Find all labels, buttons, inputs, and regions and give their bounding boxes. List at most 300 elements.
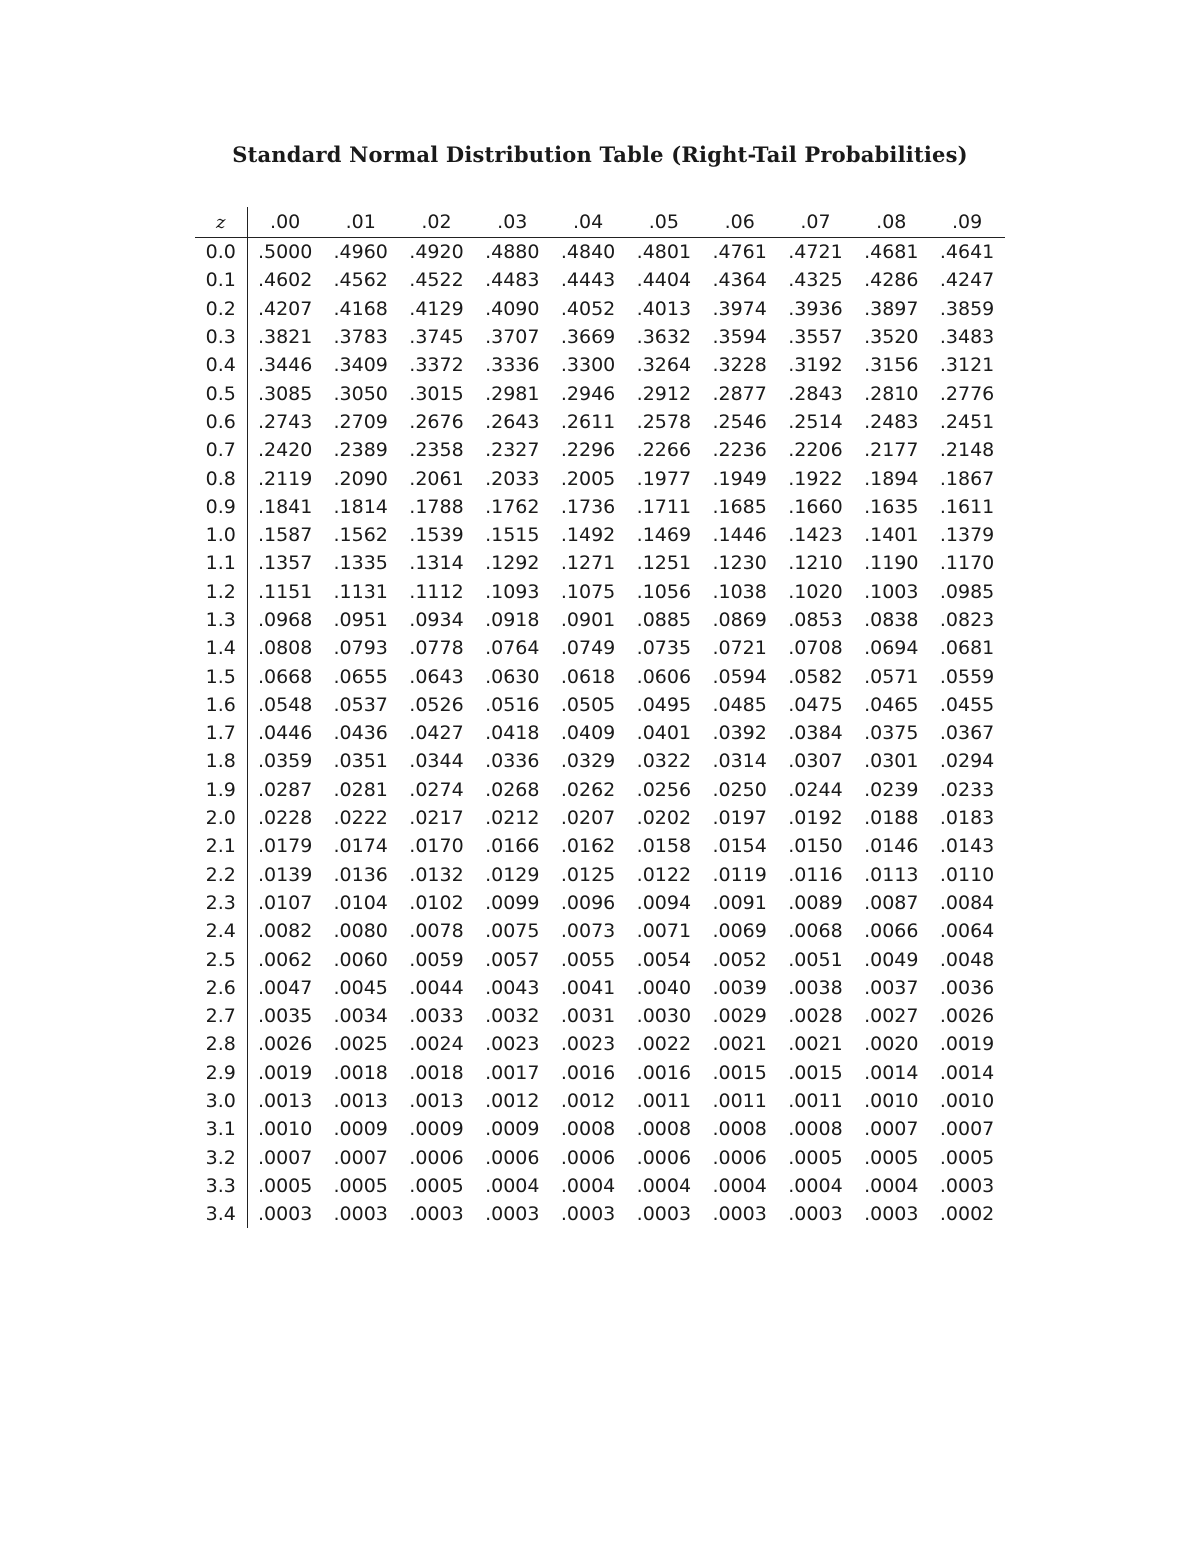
probability-cell: .4404: [636, 269, 692, 292]
probability-cell: .0262: [560, 778, 616, 801]
column-header: .07: [778, 207, 854, 238]
probability-cell: .1292: [485, 552, 540, 575]
probability-cell: .0011: [712, 1090, 767, 1113]
probability-cell: .0007: [333, 1146, 388, 1169]
probability-cell: .0071: [636, 920, 692, 943]
probability-cell: .0901: [560, 609, 616, 631]
probability-cell: .0011: [636, 1090, 692, 1113]
z-value-cell: 3.0: [195, 1087, 247, 1115]
probability-cell: .0008: [788, 1118, 843, 1141]
probability-cell: .1379: [939, 524, 995, 547]
probability-cell: .0778: [409, 637, 464, 660]
probability-cell: .0005: [409, 1174, 464, 1197]
probability-cell: .0036: [939, 976, 995, 999]
probability-cell: .0005: [333, 1174, 388, 1197]
probability-cell: .0003: [257, 1203, 313, 1226]
probability-cell: .2776: [939, 382, 995, 405]
z-value-cell: 2.4: [195, 917, 247, 945]
z-value-cell: 2.7: [195, 1002, 247, 1030]
probability-cell: .0026: [257, 1033, 313, 1056]
probability-cell: .2327: [485, 439, 540, 462]
probability-cell: .0040: [636, 976, 692, 999]
probability-cell: .2177: [864, 439, 919, 462]
column-header: .09: [929, 207, 1005, 238]
probability-cell: .0314: [712, 750, 767, 773]
probability-cell: .0170: [409, 835, 464, 858]
table-row: [195, 1200, 1005, 1228]
probability-cell: .0004: [788, 1174, 843, 1197]
probability-cell: .2676: [409, 410, 464, 433]
probability-cell: .1762: [485, 495, 540, 518]
probability-cell: .2546: [712, 410, 767, 433]
probability-cell: .1056: [636, 580, 692, 603]
probability-cell: .0005: [788, 1146, 843, 1169]
table-row: [195, 238, 1005, 267]
z-value-cell: 1.9: [195, 776, 247, 804]
probability-cell: .1401: [864, 524, 919, 547]
z-value-cell: 2.3: [195, 889, 247, 917]
probability-cell: .0951: [333, 609, 388, 631]
probability-cell: .0436: [333, 722, 388, 745]
probability-cell: .0301: [864, 750, 919, 773]
probability-cell: .0009: [333, 1118, 388, 1141]
table-row: [195, 606, 1005, 634]
page-title: Standard Normal Distribution Table (Right-Tail Probabilities): [232, 142, 968, 167]
probability-cell: .0427: [409, 722, 464, 745]
z-value-cell: 0.4: [195, 351, 247, 379]
probability-cell: .1357: [257, 552, 313, 575]
probability-cell: .0681: [939, 637, 995, 660]
table-row: [195, 578, 1005, 606]
probability-cell: .0838: [864, 609, 919, 631]
probability-cell: .1814: [333, 495, 388, 518]
probability-cell: .0015: [712, 1061, 767, 1084]
probability-cell: .1894: [864, 467, 919, 490]
probability-cell: .2119: [257, 467, 313, 490]
table-row: [195, 691, 1005, 719]
probability-cell: .0075: [485, 920, 540, 943]
probability-cell: .2420: [257, 439, 313, 462]
probability-cell: .4761: [712, 241, 767, 264]
probability-cell: .0005: [939, 1146, 995, 1169]
probability-cell: .2877: [712, 382, 767, 405]
probability-cell: .2005: [560, 467, 616, 490]
probability-cell: .1469: [636, 524, 692, 547]
probability-cell: .0021: [712, 1033, 767, 1056]
z-value-cell: 1.3: [195, 606, 247, 634]
probability-cell: .0571: [864, 665, 919, 688]
probability-cell: .0003: [712, 1203, 767, 1226]
probability-cell: .0006: [712, 1146, 767, 1169]
probability-cell: .0113: [864, 863, 919, 886]
column-header: .03: [474, 207, 550, 238]
probability-cell: .0146: [864, 835, 919, 858]
probability-cell: .0003: [864, 1203, 919, 1226]
z-value-cell: 0.5: [195, 379, 247, 407]
z-value-cell: 3.2: [195, 1144, 247, 1172]
probability-cell: .0008: [560, 1118, 616, 1141]
table-row: [195, 917, 1005, 945]
probability-cell: .1685: [712, 495, 767, 518]
probability-cell: .0018: [409, 1061, 464, 1084]
probability-cell: .0002: [939, 1203, 995, 1226]
probability-cell: .0537: [333, 693, 388, 716]
probability-cell: .0359: [257, 750, 313, 773]
probability-cell: .0012: [560, 1090, 616, 1113]
probability-cell: .0020: [864, 1033, 919, 1056]
probability-cell: .0057: [485, 948, 540, 971]
table-body: [195, 238, 1005, 1229]
probability-cell: .0505: [560, 693, 616, 716]
probability-cell: .0037: [864, 976, 919, 999]
probability-cell: .0004: [485, 1174, 540, 1197]
probability-cell: .0721: [712, 637, 767, 660]
probability-cell: .1075: [560, 580, 616, 603]
probability-cell: .0287: [257, 778, 313, 801]
probability-cell: .3783: [333, 326, 388, 349]
probability-cell: .0003: [788, 1203, 843, 1226]
probability-cell: .0129: [485, 863, 540, 886]
table-row: [195, 1115, 1005, 1143]
probability-cell: .0708: [788, 637, 843, 660]
probability-cell: .0446: [257, 722, 313, 745]
probability-cell: .0495: [636, 693, 692, 716]
probability-cell: .0004: [636, 1174, 692, 1197]
probability-cell: .1515: [485, 524, 540, 547]
table-row: [195, 521, 1005, 549]
probability-cell: .0239: [864, 778, 919, 801]
probability-cell: .1660: [788, 495, 843, 518]
column-header: .02: [399, 207, 475, 238]
table-row: [195, 379, 1005, 407]
probability-cell: .0197: [712, 807, 767, 830]
probability-cell: .0485: [712, 693, 767, 716]
probability-cell: .4168: [333, 297, 388, 320]
probability-cell: .2810: [864, 382, 919, 405]
probability-cell: .0281: [333, 778, 388, 801]
probability-cell: .1230: [712, 552, 767, 575]
probability-cell: .2148: [939, 439, 995, 462]
probability-cell: .0465: [864, 693, 919, 716]
probability-cell: .0344: [409, 750, 464, 773]
probability-cell: .4207: [257, 297, 313, 320]
probability-cell: .0006: [636, 1146, 692, 1169]
probability-cell: .0202: [636, 807, 692, 830]
probability-cell: .0006: [409, 1146, 464, 1169]
probability-cell: .0244: [788, 778, 843, 801]
probability-cell: .0045: [333, 976, 388, 999]
probability-cell: .4562: [333, 269, 388, 292]
probability-cell: .0044: [409, 976, 464, 999]
probability-cell: .0062: [257, 948, 313, 971]
probability-cell: .0016: [560, 1061, 616, 1084]
probability-cell: .1271: [560, 552, 616, 575]
probability-cell: .4090: [485, 297, 540, 320]
probability-cell: .1587: [257, 524, 313, 547]
probability-cell: .4443: [560, 269, 616, 292]
probability-cell: .0256: [636, 778, 692, 801]
probability-cell: .1949: [712, 467, 767, 490]
probability-cell: .0003: [409, 1203, 464, 1226]
probability-cell: .0016: [636, 1061, 692, 1084]
probability-cell: .0110: [939, 863, 995, 886]
probability-cell: .0136: [333, 863, 388, 886]
probability-cell: .0735: [636, 637, 692, 660]
probability-cell: .0749: [560, 637, 616, 660]
probability-cell: .0401: [636, 722, 692, 745]
probability-cell: .3707: [485, 326, 540, 349]
probability-cell: .4641: [939, 241, 995, 264]
table-row: [195, 464, 1005, 492]
probability-cell: .0668: [257, 665, 313, 688]
probability-cell: .0392: [712, 722, 767, 745]
probability-cell: .3372: [409, 354, 464, 377]
probability-cell: .3085: [257, 382, 313, 405]
table-row: [195, 351, 1005, 379]
probability-cell: .0643: [409, 665, 464, 688]
header-row: [195, 207, 1005, 238]
table-row: [195, 861, 1005, 889]
probability-cell: .0031: [560, 1005, 616, 1028]
probability-cell: .4013: [636, 297, 692, 320]
probability-cell: .0080: [333, 920, 388, 943]
z-value-cell: 2.0: [195, 804, 247, 832]
probability-cell: .0049: [864, 948, 919, 971]
probability-cell: .0010: [939, 1090, 995, 1113]
table-row: [195, 747, 1005, 775]
z-value-cell: 2.1: [195, 832, 247, 860]
probability-cell: .0594: [712, 665, 767, 688]
z-value-cell: 1.1: [195, 549, 247, 577]
probability-cell: .0005: [864, 1146, 919, 1169]
probability-cell: .0089: [788, 891, 843, 914]
probability-cell: .0078: [409, 920, 464, 943]
probability-cell: .0351: [333, 750, 388, 773]
table-row: [195, 776, 1005, 804]
probability-cell: .2266: [636, 439, 692, 462]
probability-cell: .4721: [788, 241, 843, 264]
probability-cell: .0009: [485, 1118, 540, 1141]
probability-cell: .2709: [333, 410, 388, 433]
probability-cell: .0012: [485, 1090, 540, 1113]
z-value-cell: 1.8: [195, 747, 247, 775]
probability-cell: .3669: [560, 326, 616, 349]
z-value-cell: 0.2: [195, 295, 247, 323]
probability-cell: .0003: [636, 1203, 692, 1226]
z-value-cell: 0.3: [195, 323, 247, 351]
probability-cell: .0013: [333, 1090, 388, 1113]
probability-cell: .0021: [788, 1033, 843, 1056]
probability-cell: .3821: [257, 326, 313, 349]
probability-cell: .0375: [864, 722, 919, 745]
probability-cell: .3936: [788, 297, 843, 320]
probability-cell: .0027: [864, 1005, 919, 1028]
probability-cell: .0029: [712, 1005, 767, 1028]
probability-cell: .4681: [864, 241, 919, 264]
probability-cell: .0294: [939, 750, 995, 773]
probability-cell: .2090: [333, 467, 388, 490]
probability-cell: .0166: [485, 835, 540, 858]
probability-cell: .0069: [712, 920, 767, 943]
probability-cell: .0158: [636, 835, 692, 858]
probability-cell: .4960: [333, 241, 388, 264]
probability-cell: .0006: [560, 1146, 616, 1169]
column-header: .08: [853, 207, 929, 238]
probability-cell: .0019: [939, 1033, 995, 1056]
probability-cell: .0005: [257, 1174, 313, 1197]
probability-cell: .0329: [560, 750, 616, 773]
probability-cell: .0026: [939, 1005, 995, 1028]
probability-cell: .1170: [939, 552, 995, 575]
probability-cell: .0073: [560, 920, 616, 943]
probability-cell: .0003: [939, 1174, 995, 1197]
probability-cell: .0228: [257, 807, 313, 830]
probability-cell: .0024: [409, 1033, 464, 1056]
probability-cell: .0869: [712, 609, 767, 631]
probability-cell: .0618: [560, 665, 616, 688]
probability-cell: .0336: [485, 750, 540, 773]
probability-cell: .3121: [939, 354, 995, 377]
probability-cell: .3483: [939, 326, 995, 349]
probability-cell: .3264: [636, 354, 692, 377]
probability-cell: .3192: [788, 354, 843, 377]
probability-cell: .0212: [485, 807, 540, 830]
probability-cell: .0028: [788, 1005, 843, 1028]
table-row: [195, 295, 1005, 323]
probability-cell: .0087: [864, 891, 919, 914]
probability-cell: .0455: [939, 693, 995, 716]
z-value-cell: 1.2: [195, 578, 247, 606]
probability-cell: .0004: [712, 1174, 767, 1197]
probability-cell: .1112: [409, 580, 464, 603]
probability-cell: .3050: [333, 382, 388, 405]
probability-cell: .0132: [409, 863, 464, 886]
probability-cell: .0526: [409, 693, 464, 716]
probability-cell: .0559: [939, 665, 995, 688]
z-column-header: z: [195, 207, 247, 238]
probability-cell: .0003: [333, 1203, 388, 1226]
z-value-cell: 0.7: [195, 436, 247, 464]
probability-cell: .0039: [712, 976, 767, 999]
probability-cell: .0033: [409, 1005, 464, 1028]
probability-cell: .0207: [560, 807, 616, 830]
probability-cell: .4247: [939, 269, 995, 292]
probability-cell: .1788: [409, 495, 464, 518]
probability-cell: .2451: [939, 410, 995, 433]
column-header: .01: [323, 207, 399, 238]
probability-cell: .0008: [636, 1118, 692, 1141]
probability-cell: .4920: [409, 241, 464, 264]
z-value-cell: 1.5: [195, 662, 247, 690]
probability-cell: .2946: [560, 382, 616, 405]
z-value-cell: 1.6: [195, 691, 247, 719]
probability-cell: .0015: [788, 1061, 843, 1084]
probability-cell: .2033: [485, 467, 540, 490]
z-value-cell: 2.6: [195, 974, 247, 1002]
probability-cell: .0104: [333, 891, 388, 914]
table-row: [195, 804, 1005, 832]
probability-cell: .1539: [409, 524, 464, 547]
probability-cell: .1210: [788, 552, 843, 575]
table-row: [195, 1172, 1005, 1200]
probability-cell: .1841: [257, 495, 313, 518]
probability-cell: .3974: [712, 297, 767, 320]
z-value-cell: 0.6: [195, 408, 247, 436]
probability-cell: .0038: [788, 976, 843, 999]
probability-cell: .1003: [864, 580, 919, 603]
probability-cell: .0013: [257, 1090, 313, 1113]
probability-cell: .0011: [788, 1090, 843, 1113]
probability-cell: .2981: [485, 382, 540, 405]
probability-cell: .1335: [333, 552, 388, 575]
column-header: .00: [247, 207, 323, 238]
probability-cell: .1736: [560, 495, 616, 518]
z-value-cell: 1.4: [195, 634, 247, 662]
probability-cell: .0066: [864, 920, 919, 943]
probability-cell: .0007: [939, 1118, 995, 1141]
table-row: [195, 634, 1005, 662]
probability-cell: .0125: [560, 863, 616, 886]
probability-cell: .0060: [333, 948, 388, 971]
table-row: [195, 974, 1005, 1002]
probability-cell: .0606: [636, 665, 692, 688]
probability-cell: .1314: [409, 552, 464, 575]
probability-cell: .0250: [712, 778, 767, 801]
probability-cell: .0582: [788, 665, 843, 688]
probability-cell: .0985: [939, 580, 995, 603]
probability-cell: .0047: [257, 976, 313, 999]
z-value-cell: 0.9: [195, 493, 247, 521]
probability-cell: .0006: [485, 1146, 540, 1169]
probability-cell: .0918: [485, 609, 540, 631]
probability-cell: .3015: [409, 382, 464, 405]
probability-cell: .0013: [409, 1090, 464, 1113]
table-header: [195, 207, 1005, 238]
table-row: [195, 662, 1005, 690]
probability-cell: .0154: [712, 835, 767, 858]
probability-cell: .2578: [636, 410, 692, 433]
probability-cell: .0025: [333, 1033, 388, 1056]
probability-cell: .0188: [864, 807, 919, 830]
probability-cell: .0041: [560, 976, 616, 999]
table-row: [195, 889, 1005, 917]
probability-cell: .0064: [939, 920, 995, 943]
probability-cell: .1977: [636, 467, 692, 490]
probability-cell: .2912: [636, 382, 692, 405]
probability-cell: .0054: [636, 948, 692, 971]
probability-cell: .0059: [409, 948, 464, 971]
probability-cell: .5000: [257, 241, 313, 264]
probability-cell: .3336: [485, 354, 540, 377]
z-value-cell: 2.9: [195, 1059, 247, 1087]
probability-cell: .0017: [485, 1061, 540, 1084]
probability-cell: .0162: [560, 835, 616, 858]
probability-cell: .4052: [560, 297, 616, 320]
probability-cell: .0174: [333, 835, 388, 858]
probability-cell: .0139: [257, 863, 313, 886]
probability-cell: .2061: [409, 467, 464, 490]
column-header: .06: [702, 207, 778, 238]
table-row: [195, 1030, 1005, 1058]
probability-cell: .2358: [409, 439, 464, 462]
probability-cell: .0268: [485, 778, 540, 801]
probability-cell: .4840: [560, 241, 616, 264]
z-value-cell: 3.3: [195, 1172, 247, 1200]
probability-cell: .0010: [257, 1118, 313, 1141]
probability-cell: .0853: [788, 609, 843, 631]
probability-cell: .0192: [788, 807, 843, 830]
probability-cell: .1711: [636, 495, 692, 518]
